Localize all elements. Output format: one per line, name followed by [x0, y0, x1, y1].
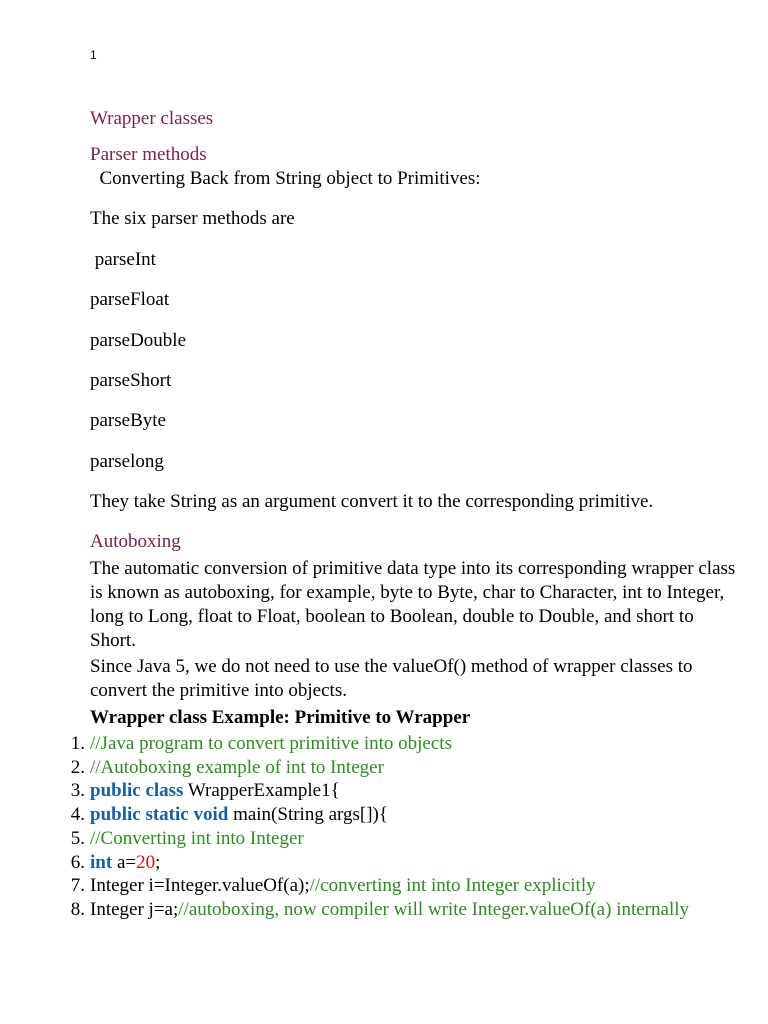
line-number: 8. [70, 898, 85, 920]
code-text: WrapperExample1{ [183, 780, 340, 802]
code-text: main(String args[]){ [228, 804, 388, 826]
autoboxing-paragraph: The automatic conversion of primitive data type into its corresponding wrapper class is known as autoboxing, for example, byte to Byte, char to Character, int to Integer, long to Long, float to Float, boolean to Boolean, double to Double, and short to Short. [90, 558, 736, 651]
method-parsebyte: parseByte [90, 410, 166, 431]
parser-intro: Converting Back from String object to Primitives: [90, 168, 481, 189]
code-line [70, 732, 689, 756]
line-number: 6. [70, 851, 85, 873]
code-text: ; [155, 851, 161, 873]
java5-paragraph: Since Java 5, we do not need to use the valueOf() method of wrapper classes to convert the primitive into objects. [90, 656, 693, 701]
method-parsedouble: parseDouble [90, 330, 187, 351]
code-line [70, 779, 689, 803]
method-parseshort: parseShort [90, 370, 172, 391]
page-number: 1 [90, 48, 97, 62]
code-comment: //Autoboxing example of int to Integer [90, 756, 384, 778]
code-comment: //converting int into Integer explicitly [309, 875, 596, 897]
code-keyword: public class [90, 780, 184, 802]
code-text: Integer j=a; [90, 898, 179, 920]
parser-heading: Parser methods [90, 144, 207, 165]
method-parsefloat: parseFloat [90, 289, 170, 310]
code-keyword: int [90, 851, 113, 873]
parser-summary: They take String as an argument convert it to the corresponding primitive. [90, 491, 654, 512]
title-heading: Wrapper classes [90, 108, 214, 129]
code-line [70, 898, 690, 922]
code-text: a= [112, 851, 137, 873]
code-line [70, 874, 689, 898]
code-line [70, 827, 689, 851]
line-number: 7. [70, 875, 85, 897]
code-comment: //Java program to convert primitive into objects [90, 733, 452, 754]
autoboxing-heading: Autoboxing [90, 531, 181, 552]
code-number: 20 [136, 851, 156, 873]
line-number: 5. [70, 827, 85, 849]
code-line [70, 851, 689, 875]
code-keyword: public static void [90, 804, 229, 826]
code-comment: //autoboxing, now compiler will write Integer.valueOf(a) internally [178, 898, 690, 920]
code-line [70, 803, 689, 827]
parser-six-text: The six parser methods are [90, 208, 295, 229]
code-comment: //Converting int into Integer [90, 827, 304, 849]
method-parselong: parselong [90, 451, 164, 472]
line-number: 2. [70, 756, 85, 778]
code-text: Integer i=Integer.valueOf(a); [90, 875, 310, 897]
line-number: 1. [70, 733, 85, 754]
line-number: 4. [70, 804, 85, 826]
line-number: 3. [70, 780, 85, 802]
example-title: Wrapper class Example: Primitive to Wrapper [90, 707, 471, 728]
method-parseint: parseInt [90, 249, 156, 270]
code-listing [70, 732, 690, 922]
code-line [70, 756, 689, 780]
